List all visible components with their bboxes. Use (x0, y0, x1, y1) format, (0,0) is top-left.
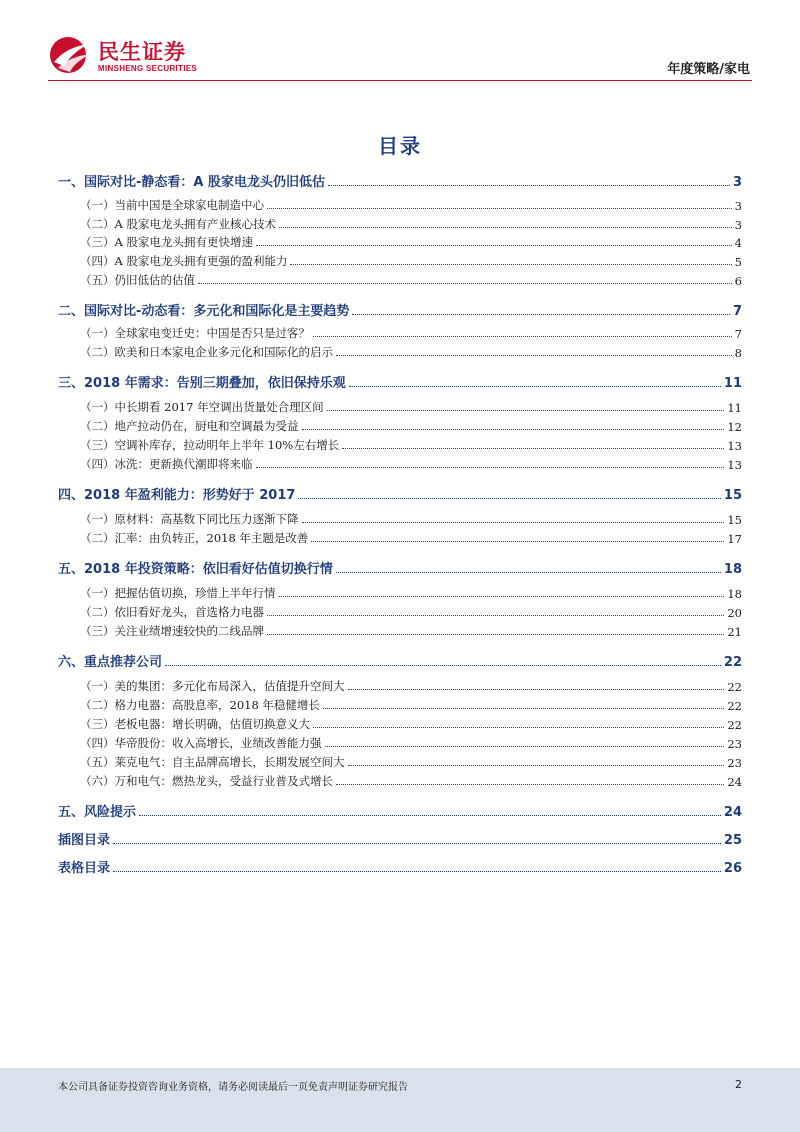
toc-entry-page: 15 (723, 488, 742, 503)
toc-entry-label: （五）莱克电气：自主品牌高增长，长期发展空间大 (80, 755, 345, 769)
logo-english-name: MINSHENG SECURITIES (98, 64, 198, 73)
toc-leader-dots (323, 707, 724, 709)
toc-subsection-entry[interactable] (80, 678, 742, 694)
toc-leader-dots (327, 409, 725, 411)
toc-entry-page: 26 (723, 861, 742, 876)
toc-entry-page: 22 (723, 655, 742, 670)
toc-leader-dots (342, 447, 724, 449)
toc-entry-page: 20 (727, 606, 742, 620)
toc-entry-page: 23 (727, 737, 742, 751)
toc-subsection-entry[interactable] (80, 325, 742, 341)
toc-leader-dots (336, 354, 732, 356)
toc-leader-dots (311, 540, 724, 542)
toc-entry-label: （二）A 股家电龙头拥有产业核心技术 (80, 217, 276, 231)
toc-entry-label: （五）仍旧低估的估值 (80, 273, 195, 287)
toc-entry-page: 22 (727, 718, 742, 732)
toc-leader-dots (302, 428, 725, 430)
toc-entry-label: （一）美的集团：多元化布局深入，估值提升空间大 (80, 679, 345, 693)
toc-entry-label: （六）万和电气：燃热龙头，受益行业普及式增长 (80, 774, 333, 788)
toc-entry-label: 插图目录 (58, 833, 111, 848)
toc-entry-page: 24 (723, 805, 742, 820)
toc-entry-label: （四）冰洗：更新换代潮即将来临 (80, 457, 253, 471)
toc-leader-dots (256, 466, 725, 468)
toc-entry-label: （一）当前中国是全球家电制造中心 (80, 198, 264, 212)
toc-leader-dots (256, 244, 732, 246)
toc-subsection-entry[interactable] (80, 716, 742, 732)
toc-entry-label: （三）关注业绩增速较快的二线品牌 (80, 624, 264, 638)
toc-section-entry[interactable] (58, 171, 742, 190)
toc-section-entry[interactable] (58, 651, 742, 670)
toc-entry-page: 5 (734, 255, 742, 269)
toc-entry-page: 11 (727, 401, 742, 415)
toc-entry-label: （二）格力电器：高股息率，2018 年稳健增长 (80, 698, 320, 712)
toc-entry-page: 23 (727, 756, 742, 770)
toc-subsection-entry[interactable] (80, 197, 742, 213)
toc-entry-label: （二）依旧看好龙头，首选格力电器 (80, 605, 264, 619)
toc-subsection-entry[interactable] (80, 697, 742, 713)
toc-leader-dots (352, 313, 730, 315)
toc-entry-page: 7 (734, 327, 742, 341)
toc-section-entry[interactable] (58, 300, 742, 319)
toc-entry-label: 五、风险提示 (58, 805, 137, 820)
toc-entry-page: 17 (727, 532, 742, 546)
toc-entry-label: 四、2018 年盈利能力：形势好于 2017 (58, 488, 296, 503)
toc-entry-page: 13 (727, 439, 742, 453)
toc-leader-dots (325, 745, 725, 747)
toc-entry-label: 二、国际对比-动态看：多元化和国际化是主要趋势 (58, 304, 350, 319)
toc-subsection-entry[interactable] (80, 754, 742, 770)
toc-section-entry[interactable] (58, 801, 742, 820)
toc-entry-page: 4 (734, 236, 742, 250)
toc-entry-page: 22 (727, 699, 742, 713)
toc-subsection-entry[interactable] (80, 253, 742, 269)
toc-entry-page: 25 (723, 833, 742, 848)
toc-subsection-entry[interactable] (80, 216, 742, 232)
report-type: 年度策略/家电 (667, 62, 750, 77)
toc-entry-label: （三）A 股家电龙头拥有更快增速 (80, 235, 253, 249)
toc-subsection-entry[interactable] (80, 344, 742, 360)
toc-subsection-entry[interactable] (80, 530, 742, 546)
toc-entry-label: （一）全球家电变迁史：中国是否只是过客？ (80, 326, 310, 340)
toc-subsection-entry[interactable] (80, 735, 742, 751)
toc-entry-label: 表格目录 (58, 861, 111, 876)
toc-entry-label: （二）欧美和日本家电企业多元化和国际化的启示 (80, 345, 333, 359)
toc-entry-page: 3 (732, 175, 742, 190)
toc-entry-page: 12 (727, 420, 742, 434)
toc-entry-page: 21 (727, 625, 742, 639)
page-number: 2 (735, 1078, 742, 1091)
toc-subsection-entry[interactable] (80, 604, 742, 620)
toc-leader-dots (113, 842, 721, 844)
page-header (0, 0, 800, 80)
toc-entry-label: （二）汇率：由负转正，2018 年主题是改善 (80, 531, 309, 545)
logo-chinese-name: 民生证券 (98, 40, 186, 64)
toc-leader-dots (113, 870, 721, 872)
toc-entry-page: 15 (727, 513, 742, 527)
toc-entry-label: （三）空调补库存，拉动明年上半年 10%左右增长 (80, 438, 340, 452)
toc-entry-label: 六、重点推荐公司 (58, 655, 163, 670)
toc-leader-dots (267, 614, 724, 616)
toc-subsection-entry[interactable] (80, 511, 742, 527)
toc-leader-dots (267, 633, 724, 635)
toc-subsection-entry[interactable] (80, 399, 742, 415)
toc-leader-dots (279, 595, 725, 597)
toc-entry-page: 3 (734, 218, 742, 232)
toc-entry-label: （三）老板电器：增长明确，估值切换意义大 (80, 717, 310, 731)
toc-entry-label: （一）原材料：高基数下同比压力逐渐下降 (80, 512, 299, 526)
toc-subsection-entry[interactable] (80, 418, 742, 434)
toc-leader-dots (165, 664, 721, 666)
toc-subsection-entry[interactable] (80, 272, 742, 288)
toc-leader-dots (298, 497, 720, 499)
toc-leader-dots (349, 385, 721, 387)
toc-entry-page: 22 (727, 680, 742, 694)
toc-section-entry[interactable] (58, 372, 742, 391)
toc-entry-page: 6 (734, 274, 742, 288)
toc-leader-dots (267, 207, 732, 209)
toc-leader-dots (336, 783, 724, 785)
toc-entry-page: 3 (734, 199, 742, 213)
toc-subsection-entry[interactable] (80, 773, 742, 789)
logo-mark-icon (48, 34, 92, 76)
toc-entry-label: （一）把握估值切换，珍惜上半年行情 (80, 586, 276, 600)
toc-entry-page: 11 (723, 376, 742, 391)
toc-entry-label: 三、2018 年需求：告别三期叠加，依旧保持乐观 (58, 376, 346, 391)
toc-leader-dots (348, 688, 725, 690)
toc-leader-dots (302, 521, 725, 523)
toc-entry-page: 13 (727, 458, 742, 472)
footer-disclaimer: 本公司具备证券投资咨询业务资格，请务必阅读最后一页免责声明证券研究报告 (58, 1082, 408, 1093)
toc-leader-dots (348, 764, 725, 766)
toc-leader-dots (290, 263, 731, 265)
toc-subsection-entry[interactable] (80, 437, 742, 453)
toc-section-entry[interactable] (58, 857, 742, 876)
toc-subsection-entry[interactable] (80, 623, 742, 639)
toc-title: 目录 (378, 134, 422, 158)
page-footer (0, 1068, 800, 1132)
toc-leader-dots (313, 726, 724, 728)
toc-section-entry[interactable] (58, 558, 742, 577)
toc-leader-dots (336, 571, 721, 573)
toc-subsection-entry[interactable] (80, 585, 742, 601)
toc-entry-page: 18 (723, 562, 742, 577)
header-divider (48, 80, 752, 81)
toc-leader-dots (328, 184, 730, 186)
toc-entry-page: 24 (727, 775, 742, 789)
toc-section-entry[interactable] (58, 484, 742, 503)
toc-entry-page: 18 (727, 587, 742, 601)
toc-entry-label: （一）中长期看 2017 年空调出货量处合理区间 (80, 400, 324, 414)
toc-subsection-entry[interactable] (80, 234, 742, 250)
toc-leader-dots (139, 814, 721, 816)
toc-leader-dots (279, 226, 732, 228)
toc-entry-label: （四）A 股家电龙头拥有更强的盈利能力 (80, 254, 288, 268)
toc-entry-label: 五、2018 年投资策略：依旧看好估值切换行情 (58, 562, 333, 577)
toc-entry-page: 7 (732, 304, 742, 319)
toc-entry-label: 一、国际对比-静态看：A 股家电龙头仍旧低估 (58, 175, 325, 190)
company-logo (48, 34, 198, 76)
toc-leader-dots (313, 335, 732, 337)
toc-leader-dots (198, 282, 732, 284)
toc-subsection-entry[interactable] (80, 456, 742, 472)
toc-entry-label: （二）地产拉动仍在，厨电和空调最为受益 (80, 419, 299, 433)
toc-entry-page: 8 (734, 346, 742, 360)
toc-entry-label: （四）华帝股份：收入高增长，业绩改善能力强 (80, 736, 322, 750)
toc-section-entry[interactable] (58, 829, 742, 848)
